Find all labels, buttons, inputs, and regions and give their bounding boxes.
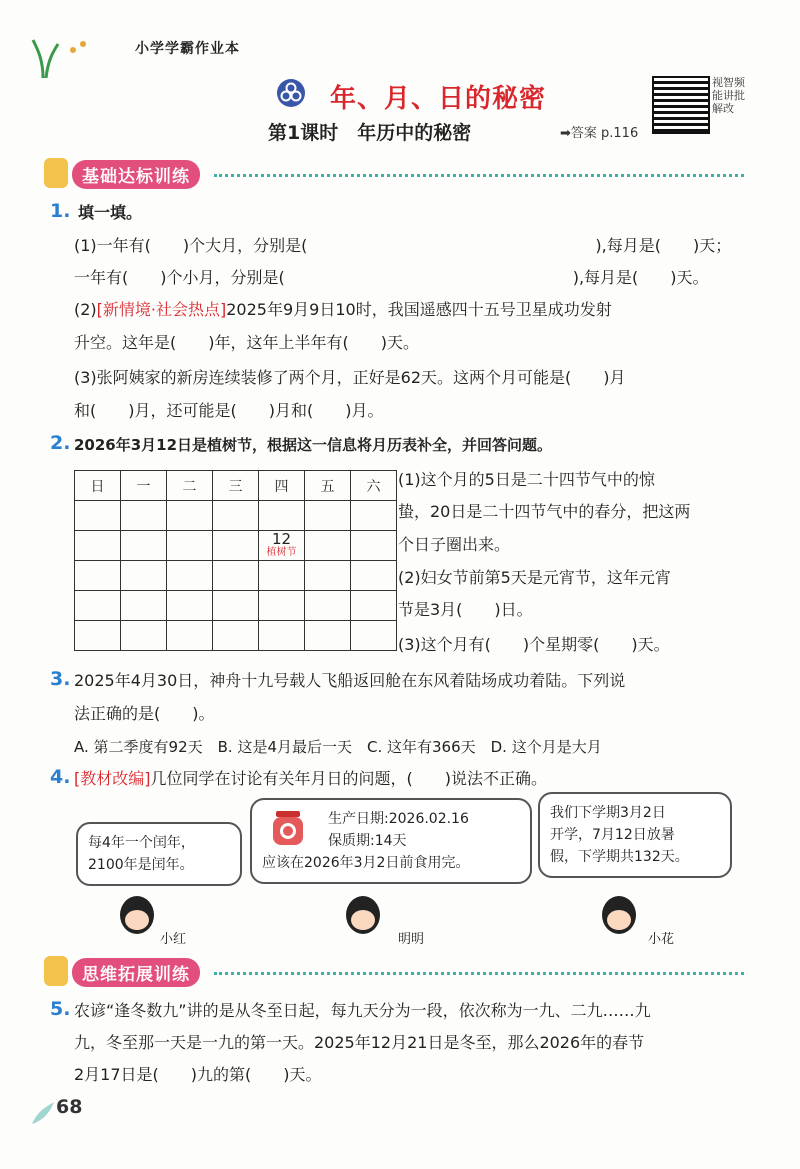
calendar-cell[interactable]: [305, 591, 351, 621]
weekday-cell: 六: [351, 471, 397, 501]
q5-line-2: 九，冬至那一天是一九的第一天。2025年12月21日是冬至，那么2026年的春节: [74, 1033, 645, 1052]
calendar-cell-tree-day[interactable]: [259, 531, 305, 561]
calendar-row: [75, 501, 397, 531]
context-tag: [教材改编]: [74, 769, 151, 788]
calendar-row: [75, 591, 397, 621]
calendar-cell[interactable]: [305, 561, 351, 591]
lesson-title: 第1课时 年历中的秘密: [268, 122, 472, 144]
unit-title: 年、月、日的秘密: [330, 84, 547, 114]
leaf-decoration-icon: [30, 1100, 56, 1126]
calendar-cell[interactable]: [167, 561, 213, 591]
calendar-cell[interactable]: [305, 531, 351, 561]
q1-line-5: (3)张阿姨家的新房连续装修了两个月，正好是62天。这两个月可能是( )月: [74, 368, 626, 387]
calendar-cell[interactable]: [351, 561, 397, 591]
calendar-cell[interactable]: [213, 501, 259, 531]
q3-options: A. 第二季度有92天 B. 这是4月最后一天 C. 这年有366天 D. 这个月是大月: [74, 738, 602, 756]
q5-line-1: 农谚“逢冬数九”讲的是从冬至日起，每九天分为一段，依次称为一九、二九……九: [74, 1001, 651, 1020]
q3-line-1: 2025年4月30日，神舟十九号载人飞船返回舱在东风着陆场成功着陆。下列说: [74, 671, 626, 690]
qr-label: 视智频能讲批解改: [712, 76, 745, 115]
calendar-cell[interactable]: [259, 591, 305, 621]
face-icon: [125, 910, 149, 930]
q2-right-line-5: 节是3月( )日。: [398, 600, 533, 619]
q4-text: 几位同学在讨论有关年月日的问题，( )说法不正确。: [150, 769, 547, 788]
kid-name: 明明: [398, 932, 425, 947]
qr-code-icon[interactable]: [652, 76, 710, 134]
question-title: 2026年3月12日是植树节，根据这一信息将月历表补全，并回答问题。: [74, 436, 553, 454]
q1-line-3: [74, 298, 612, 322]
question-number: 1.: [50, 200, 71, 222]
q4-line: [74, 767, 547, 791]
weekday-cell: 五: [305, 471, 351, 501]
rabbit-mascot-icon: [44, 956, 68, 986]
calendar-row: [75, 621, 397, 651]
calendar-cell[interactable]: [121, 591, 167, 621]
calendar-cell[interactable]: [167, 501, 213, 531]
answer-reference: ➡答案 p.116: [560, 126, 639, 141]
section-basic-label: 基础达标训练: [72, 160, 200, 189]
series-title: 小学学霸作业本: [135, 41, 240, 57]
bubble-line: 生产日期:2026.02.16: [328, 811, 469, 827]
q1-line-4: 升空。这年是( )年，这年上半年有( )天。: [74, 333, 419, 352]
bubble-line: 应该在2026年3月2日前食用完。: [262, 855, 470, 871]
question-number: 3.: [50, 668, 71, 690]
q2-right-line-2: 蛰，20日是二十四节气中的春分，把这两: [398, 502, 691, 521]
calendar-cell[interactable]: [213, 531, 259, 561]
q1-line-3-text: 2025年9月9日10时，我国遥感四十五号卫星成功发射: [226, 300, 612, 319]
calendar-cell[interactable]: [259, 501, 305, 531]
question-number: 5.: [50, 998, 71, 1020]
calendar-cell[interactable]: [121, 621, 167, 651]
question-number: 2.: [50, 432, 71, 454]
weekday-cell: 四: [259, 471, 305, 501]
q2-right-line-3: 个日子圈出来。: [398, 535, 511, 554]
calendar-cell[interactable]: [167, 591, 213, 621]
context-tag: [新情境·社会热点]: [96, 300, 227, 319]
question-title: 填一填。: [78, 203, 143, 222]
mascot-icon: [44, 158, 68, 188]
bubble-line: 开学，7月12日放暑: [550, 827, 675, 843]
kid-avatar-xiaohua: [602, 896, 636, 934]
calendar-cell[interactable]: [259, 561, 305, 591]
calendar-cell[interactable]: [121, 531, 167, 561]
section-extend-label: 思维拓展训练: [72, 958, 200, 987]
plant-decoration-icon: [28, 30, 118, 80]
jam-jar-icon: [268, 808, 308, 848]
calendar-cell[interactable]: [213, 591, 259, 621]
calendar-cell[interactable]: [305, 621, 351, 651]
section-divider: [214, 972, 744, 975]
q1-line-6: 和( )月，还可能是( )月和( )月。: [74, 401, 384, 420]
calendar-cell[interactable]: [213, 561, 259, 591]
calendar-cell[interactable]: [75, 591, 121, 621]
bubble-line: 每4年一个闰年，: [88, 835, 195, 851]
calendar-cell[interactable]: [305, 501, 351, 531]
calendar-cell[interactable]: [351, 501, 397, 531]
calendar-cell[interactable]: [75, 621, 121, 651]
calendar-cell[interactable]: [75, 501, 121, 531]
calendar-cell[interactable]: [259, 621, 305, 651]
q1-line-1: (1)一年有( )个大月，分别是( ),每月是( )天；: [74, 236, 732, 255]
kid-avatar-mingming: [346, 896, 380, 934]
weekday-cell: 三: [213, 471, 259, 501]
kid-name: 小花: [648, 932, 675, 947]
bubble-line: 保质期:14天: [328, 833, 407, 849]
speech-bubble-xiaohong: [76, 822, 242, 886]
q1-part-label: (2): [74, 300, 97, 319]
calendar-cell[interactable]: [121, 561, 167, 591]
weekday-cell: 日: [75, 471, 121, 501]
q3-line-2: 法正确的是( )。: [74, 704, 215, 723]
calendar-cell[interactable]: [167, 531, 213, 561]
kid-name: 小红: [160, 932, 187, 947]
q2-right-line-4: (2)妇女节前第5天是元宵节，这年元宵: [398, 568, 671, 587]
calendar-cell[interactable]: [351, 591, 397, 621]
weekday-cell: 一: [121, 471, 167, 501]
calendar-cell[interactable]: [213, 621, 259, 651]
bubble-line: 2100年是闰年。: [88, 857, 194, 873]
calendar-header-row: [75, 471, 397, 501]
bubble-line: 我们下学期3月2日: [550, 805, 666, 821]
face-icon: [607, 910, 631, 930]
calendar-cell[interactable]: [351, 531, 397, 561]
q2-right-line-6: (3)这个月有( )个星期零( )天。: [398, 635, 670, 654]
calendar-cell[interactable]: [351, 621, 397, 651]
calendar-cell[interactable]: [75, 561, 121, 591]
speech-bubble-xiaohua: [538, 792, 732, 878]
trefoil-icon: [276, 78, 306, 108]
speech-bubble-mingming: [250, 798, 532, 884]
kid-avatar-xiaohong: [120, 896, 154, 934]
q1-line-2: 一年有( )个小月，分别是( ),每月是( )天。: [74, 268, 709, 287]
bubble-line: 假，下学期共132天。: [550, 849, 689, 865]
calendar-row: [75, 561, 397, 591]
calendar-cell[interactable]: [167, 621, 213, 651]
page-number: 68: [56, 1096, 83, 1118]
calendar-row: [75, 531, 397, 561]
marked-note: 植树节: [266, 546, 297, 558]
marked-day: 12: [271, 529, 292, 548]
face-icon: [351, 910, 375, 930]
calendar-cell[interactable]: [121, 501, 167, 531]
question-number: 4.: [50, 766, 71, 788]
section-divider: [214, 174, 744, 177]
calendar-table: [74, 470, 397, 651]
q5-line-3: 2月17日是( )九的第( )天。: [74, 1065, 322, 1084]
q2-right-line-1: (1)这个月的5日是二十四节气中的惊: [398, 470, 655, 489]
calendar-cell[interactable]: [75, 531, 121, 561]
weekday-cell: 二: [167, 471, 213, 501]
